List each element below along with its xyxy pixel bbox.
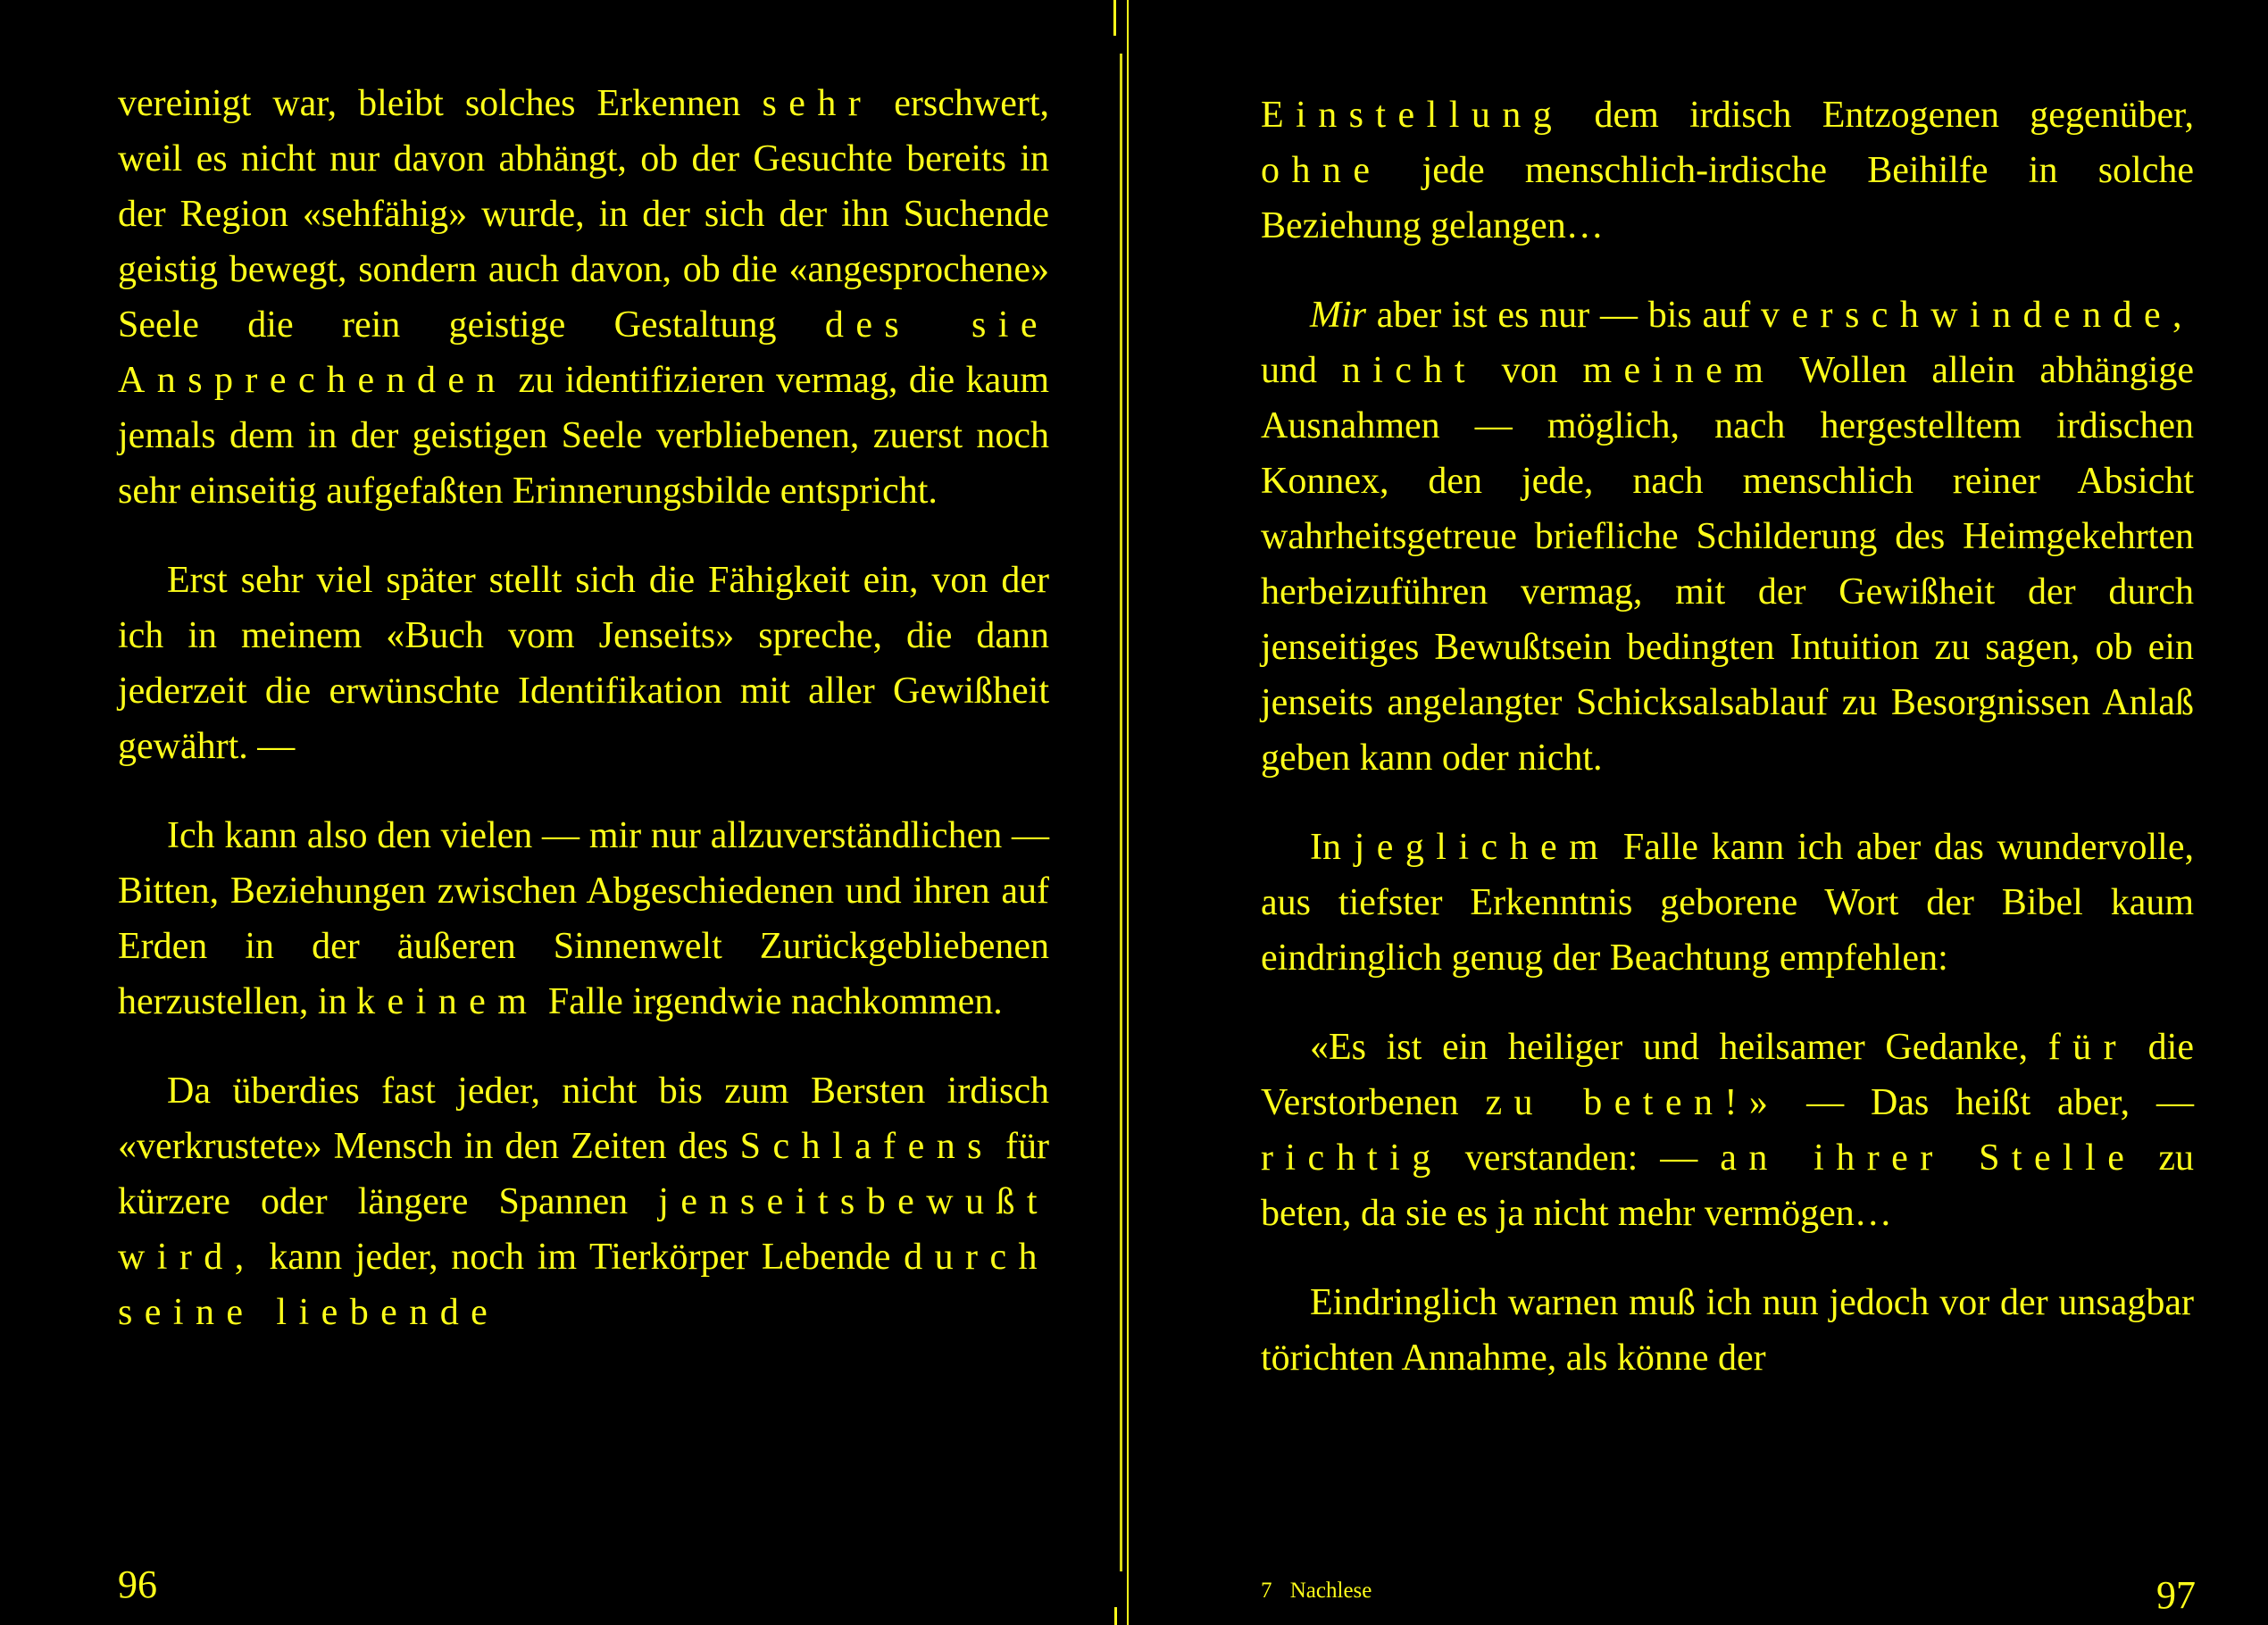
gutter-edge-line xyxy=(1113,0,1116,36)
text-run: vereinigt war, bleibt solches Erkennen xyxy=(118,83,763,124)
text-run: Eindringlich warnen muß ich nun jedoch vor der unsagbar törichten Annahme, als könne der xyxy=(1261,1282,2194,1379)
text-run: und xyxy=(1261,350,1342,391)
text-run: Falle kann ich aber das wundervolle, aus tiefster Erkenntnis geborene Wort der Bibel kaum eindringlich genug der Beachtung empfehlen: xyxy=(1261,827,2194,979)
right-page-text xyxy=(1261,88,2194,1386)
text-run: verstanden: — xyxy=(1442,1138,1721,1179)
spaced-emphasis: durch seine liebende xyxy=(118,1237,1049,1333)
spaced-emphasis: für xyxy=(2047,1027,2129,1068)
text-run: dem irdisch Entzogenen gegenüber, xyxy=(1563,95,2194,136)
left-page-number: 96 xyxy=(118,1562,157,1606)
left-page xyxy=(0,0,1116,1625)
spaced-emphasis: Schlafens xyxy=(739,1126,994,1167)
text-run: erschwert, weil es nicht nur davon abhängt, ob der Gesuchte bereits in der Region «sehfähig» wurde, in der sich der ihn Suchende geistig bewegt, sondern auch davon, ob die «angesprochene» Seele die rein geistige Gestaltung xyxy=(118,83,1049,346)
spaced-emphasis: Einstellung xyxy=(1261,95,1564,136)
right-page-number: 97 xyxy=(2156,1573,2196,1617)
right-paragraph-5 xyxy=(1261,1275,2194,1386)
spaced-emphasis: meinem xyxy=(1582,350,1776,391)
right-page xyxy=(1134,0,2268,1625)
spaced-emphasis: richtig xyxy=(1261,1138,1443,1179)
book-gutter xyxy=(1105,0,1136,1625)
text-run: Erst sehr viel später stellt sich die Fähigkeit ein, von der ich in meinem «Buch vom Jenseits» spreche, die dann jederzeit die erwünschte Identifikation mit aller Gewißheit gewährt. — xyxy=(118,560,1049,767)
spaced-emphasis: an ihrer Stelle xyxy=(1720,1138,2137,1179)
left-paragraph-2 xyxy=(118,553,1049,774)
text-run: zu identifizieren vermag, die kaum jemals dem in der geistigen Seele verbliebenen, zuerst noch sehr einseitig aufgefaßten Erinnerungsbilde entspricht. xyxy=(118,360,1049,512)
text-run: die Verstorbenen xyxy=(1261,1027,2194,1123)
text-run: aber ist es nur — bis auf xyxy=(1366,295,1761,336)
text-run: Falle irgendwie nachkommen. xyxy=(538,981,1003,1022)
spaced-emphasis: jenseitsbewußt wird, xyxy=(118,1181,1049,1278)
text-run: — Das heißt aber, — xyxy=(1780,1082,2194,1123)
spaced-emphasis: jeglichem xyxy=(1354,827,1611,868)
left-paragraph-4 xyxy=(118,1063,1049,1340)
spaced-emphasis: nicht xyxy=(1341,350,1477,391)
right-paragraph-1 xyxy=(1261,88,2194,254)
text-run: «Es ist ein heiliger und heilsamer Gedanke, xyxy=(1310,1027,2048,1068)
text-run: Da überdies fast jeder, nicht bis zum Bersten irdisch «verkrustete» Mensch in den Zeiten des xyxy=(118,1071,1049,1167)
text-run: Ich kann also den vielen — mir nur allzuverständlichen — Bitten, Beziehungen zwischen Abgeschiedenen und ihren auf Erden in der äußeren Sinnenwelt Zurückgebliebenen herzustellen, in xyxy=(118,815,1049,1022)
text-run: von xyxy=(1476,350,1583,391)
printer-signature: 7 Nachlese xyxy=(1261,1579,1372,1603)
spaced-emphasis: ohne xyxy=(1261,150,1382,191)
spaced-emphasis: sehr xyxy=(762,83,873,124)
right-paragraph-4 xyxy=(1261,1020,2194,1241)
spaced-emphasis: keinem xyxy=(356,981,539,1022)
left-page-text xyxy=(118,76,1049,1340)
italic-emphasis: Mir xyxy=(1310,295,1366,336)
text-run: Wollen allein abhängige Ausnahmen — möglich, nach hergestelltem irdischen Konnex, den jede, nach menschlich reiner Absicht wahrheitsgetreue briefliche Schilderung des Heimgekehrten herbeizuführen vermag, mit der Gewißheit der durch jenseitiges Bewußtsein bedingten Intuition zu sagen, ob ein jenseits angelangter Schicksalsablauf zu Besorgnissen Anlaß geben kann oder nicht. xyxy=(1261,350,2194,779)
text-run: kann jeder, noch im Tierkörper Lebende xyxy=(255,1237,905,1278)
gutter-edge-line xyxy=(1120,54,1122,1571)
right-paragraph-2 xyxy=(1261,288,2194,786)
gutter-edge-line xyxy=(1127,0,1129,1625)
gutter-edge-line xyxy=(1114,1607,1117,1625)
spaced-emphasis: des sie Ansprechenden xyxy=(118,304,1049,401)
text-run: zu beten, da sie es ja nicht mehr vermögen… xyxy=(1261,1138,2194,1234)
text-run: für kürzere oder längere Spannen xyxy=(118,1126,1049,1222)
spaced-emphasis: zu beten!» xyxy=(1485,1082,1780,1123)
spaced-emphasis: verschwindende, xyxy=(1761,295,2194,336)
left-paragraph-1 xyxy=(118,76,1049,519)
right-paragraph-3 xyxy=(1261,820,2194,986)
text-run: In xyxy=(1310,827,1355,868)
text-run: jede menschlich-irdische Beihilfe in solche Beziehung gelangen… xyxy=(1261,150,2194,246)
left-paragraph-3 xyxy=(118,808,1049,1029)
